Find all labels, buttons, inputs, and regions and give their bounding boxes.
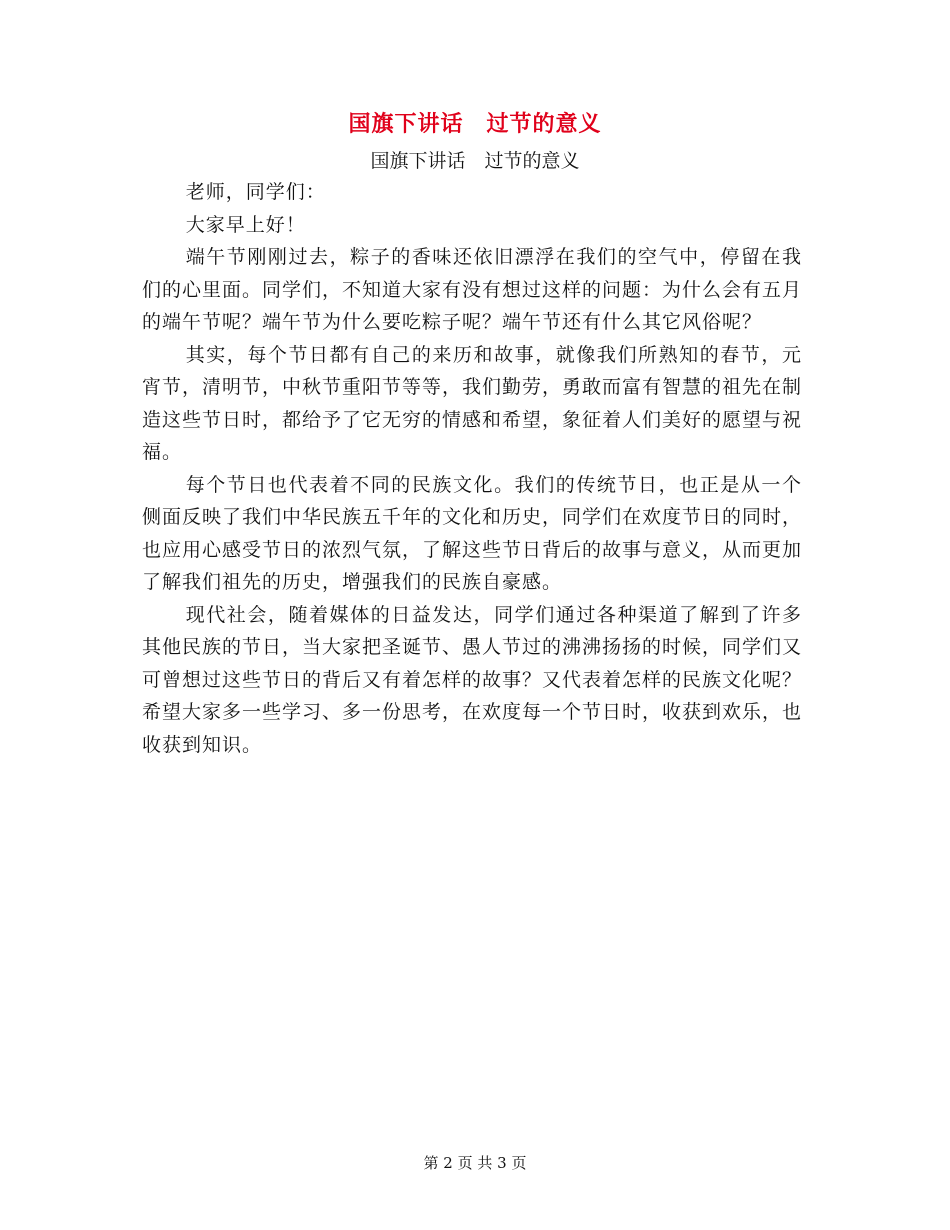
page-subtitle: 国旗下讲话 过节的意义	[370, 150, 580, 172]
page-title: 国旗下讲话 过节的意义	[348, 111, 602, 137]
greeting: 大家早上好！	[185, 213, 306, 236]
paragraph-dragon-boat: 端午节刚刚过去，粽子的香味还依旧漂浮在我们的空气中，停留在我们的心里面。同学们，不知道大家有没有想过这样的问题：为什么会有五月的端午节呢？端午节为什么要吃粽子呢？端午节还有什么其它风俗呢？	[142, 246, 803, 333]
paragraph-national-culture: 每个节日也代表着不同的民族文化。我们的传统节日，也正是从一个侧面反映了我们中华民族五千年的文化和历史，同学们在欢度节日的同时，也应用心感受节日的浓烈气氛，了解这些节日背后的故事与意义，从而更加了解我们祖先的历史，增强我们的民族自豪感。	[142, 473, 803, 593]
speech-body	[142, 176, 802, 761]
paragraph-festival-history: 其实，每个节日都有自己的来历和故事，就像我们所熟知的春节，元宵节，清明节，中秋节重阳节等等，我们勤劳，勇敢而富有智慧的祖先在制造这些节日时，都给予了它无穷的情感和希望，象征着人们美好的愿望与祝福。	[142, 343, 803, 463]
paragraph-modern-society: 现代社会，随着媒体的日益发达，同学们通过各种渠道了解到了许多其他民族的节日，当大家把圣诞节、愚人节过的沸沸扬扬的时候，同学们又可曾想过这些节日的背后又有着怎样的故事？又代表着怎样的民族文化呢？希望大家多一些学习、多一份思考，在欢度每一个节日时，收获到欢乐，也收获到知识。	[142, 603, 803, 756]
salutation: 老师，同学们：	[185, 181, 326, 203]
page-number-footer: 第 2 页 共 3 页	[423, 1154, 527, 1172]
